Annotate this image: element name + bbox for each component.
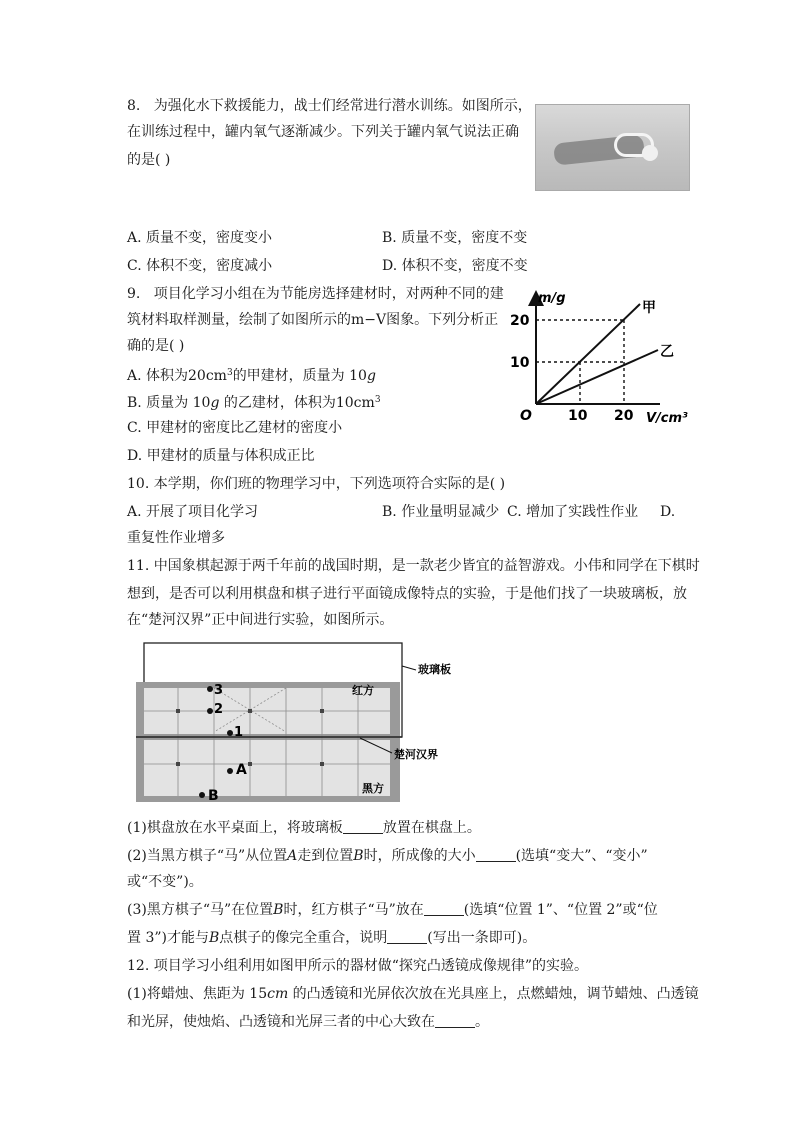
q10-option-d[interactable]: D. (660, 504, 676, 520)
glass-plate-label: 玻璃板 (418, 663, 451, 676)
black-side-label: 黑方 (362, 782, 384, 795)
q11-part-3 (127, 900, 658, 920)
q11-stem-2: 想到，是否可以利用棋盘和棋子进行平面镜成像特点的实验，于是他们找了一块玻璃板，放 (127, 586, 687, 602)
mv-graph (500, 288, 700, 428)
q11-p2-text-c: 时，所成像的大小 (363, 848, 476, 864)
q11-p3-text-e: 点棋子的像完全重合，说明 (219, 930, 388, 946)
q10-option-a[interactable]: A. 开展了项目化学习 (127, 504, 259, 520)
q9-option-a[interactable] (127, 363, 376, 386)
board-surface-black (144, 740, 390, 796)
q11-p2-pos-b: B (353, 848, 364, 864)
q9-stem-1: 项目化学习小组在为节能房选择建材时，对两种不同的建 (153, 286, 504, 302)
q9-number: 9. (127, 286, 141, 302)
x-tick-20: 20 (614, 408, 634, 424)
x-tick-10: 10 (568, 408, 588, 424)
diver-photo (535, 104, 690, 191)
q9-option-b[interactable] (127, 390, 381, 413)
q9-a-sup: 3 (226, 368, 233, 378)
q9-stem-line-1 (127, 284, 504, 304)
line-yi-label: 乙 (660, 344, 674, 360)
q11-p3-pos-b: B (273, 902, 284, 918)
q9-stem-2: 筑材料取样测量，绘制了如图所示的m−V图象。下列分析正 (127, 312, 499, 328)
y-tick-10: 10 (510, 355, 530, 371)
q11-p2-answer-blank[interactable] (476, 847, 516, 862)
q11-p3-pos-b-2: B (208, 930, 220, 946)
river-label: 楚河汉界 (394, 748, 438, 761)
position-1-label: 1 (234, 725, 244, 740)
red-side-label: 红方 (352, 684, 374, 697)
q11-stem-3: 在“楚河汉界”正中间进行实验，如图所示。 (127, 612, 394, 628)
q10-option-b[interactable]: B. 作业量明显减少 (382, 504, 500, 520)
position-2-dot (207, 708, 213, 714)
q11-p3-answer-blank-1[interactable] (424, 901, 464, 916)
q10-stem: 10. 本学期，你们班的物理学习中，下列选项符合实际的是( ) (127, 476, 506, 492)
q11-p2-text-d: (选填“变大”、“变小” (515, 848, 648, 864)
q9-option-c[interactable]: C. 甲建材的密度比乙建材的密度小 (127, 420, 343, 436)
q9-a-unit: g (366, 368, 376, 384)
q8-stem-1: 为强化水下救援能力，战士们经常进行潜水训练。如图所示， (153, 98, 532, 114)
q8-option-b[interactable]: B. 质量不变，密度不变 (382, 230, 528, 246)
q12-p1-text-c: 和光屏，使烛焰、凸透镜和光屏三者的中心大致在 (127, 1014, 435, 1030)
position-2-label: 2 (214, 702, 224, 717)
position-3-label: 3 (214, 683, 224, 698)
q12-p1-text-b: 的凸透镜和光屏依次放在光具座上，点燃蜡烛，调节蜡烛、凸透镜 (288, 986, 699, 1002)
q11-p2-text-a: (2)当黑方棋子“马”从位置 (127, 848, 288, 864)
position-b-dot (199, 792, 205, 798)
q11-p1-text-a: (1)棋盘放在水平桌面上，将玻璃板 (127, 820, 343, 836)
q9-b-pre: B. 质量为 10 (127, 395, 211, 411)
chessboard-figure (130, 640, 470, 806)
y-tick-20: 20 (510, 313, 530, 329)
q10-option-d-text[interactable]: 重复性作业增多 (127, 530, 225, 546)
y-axis-label: m/g (538, 291, 566, 306)
line-yi (536, 350, 658, 404)
q11-p3-text-f: (写出一条即可)。 (427, 930, 537, 946)
q10-option-c[interactable]: C. 增加了实践性作业 (507, 504, 639, 520)
q9-b-mid: 的乙建材，体积为10cm (219, 395, 375, 411)
q11-p3-text-a: (3)黑方棋子“马”在位置 (127, 902, 274, 918)
q11-p1-text-b: 放置在棋盘上。 (382, 820, 481, 836)
q8-number: 8. (127, 98, 141, 114)
q11-part-2 (127, 846, 648, 866)
x-axis-label: V/cm³ (646, 411, 688, 426)
q8-stem-2: 在训练过程中，罐内氧气逐渐减少。下列关于罐内氧气说法正确 (127, 124, 519, 140)
position-3-dot (207, 686, 213, 692)
q11-p3-text-b: 时，红方棋子“马”放在 (283, 902, 424, 918)
position-a-label: A (236, 762, 247, 778)
q11-p2-pos-a: A (287, 848, 298, 864)
q8-stem-3: 的是( ) (127, 152, 171, 168)
q9-b-unit: g (210, 395, 220, 411)
q12-p1-unit: cm (267, 986, 289, 1002)
q9-a-post: 的甲建材，质量为 10 (232, 368, 367, 384)
q12-p1-answer-blank[interactable] (435, 1013, 475, 1028)
q11-p3-text-c: (选填“位置 1”、“位置 2”或“位 (463, 902, 658, 918)
q11-p3-text-d: 置 3”)才能与 (127, 930, 209, 946)
q8-option-a[interactable]: A. 质量不变，密度变小 (127, 230, 273, 246)
q12-stem: 12. 项目学习小组利用如图甲所示的器材做“探究凸透镜成像规律”的实验。 (127, 958, 589, 974)
q9-a-pre: A. 体积为20cm (127, 368, 227, 384)
q12-p1-text-d: 。 (475, 1014, 489, 1030)
position-1-dot (227, 730, 233, 736)
q8-stem-line-1 (127, 96, 532, 116)
q12-p1-text-a: (1)将蜡烛、焦距为 15 (127, 986, 268, 1002)
q11-p2-text-e: 或“不变”)。 (127, 874, 203, 890)
origin-label: O (520, 408, 532, 424)
q9-stem-3: 确的是( ) (127, 338, 185, 354)
q12-part-1-cont (127, 1012, 489, 1032)
position-a-dot (227, 768, 233, 774)
q8-option-c[interactable]: C. 体积不变，密度减小 (127, 258, 273, 274)
glass-leader-line (402, 666, 416, 670)
q8-option-d[interactable]: D. 体积不变，密度不变 (382, 258, 528, 274)
q11-p2-text-b: 走到位置 (297, 848, 354, 864)
q11-p1-answer-blank[interactable] (343, 819, 383, 834)
q11-part-3-cont (127, 928, 536, 948)
position-b-label: B (208, 788, 219, 804)
q11-part-1 (127, 818, 481, 838)
q9-option-d[interactable]: D. 甲建材的质量与体积成正比 (127, 448, 315, 464)
q11-p3-answer-blank-2[interactable] (387, 929, 427, 944)
q11-stem-1: 11. 中国象棋起源于两千年前的战国时期，是一款老少皆宜的益智游戏。小伟和同学在下棋时 (127, 558, 700, 574)
q9-b-sup: 3 (374, 395, 381, 405)
q12-part-1 (127, 984, 699, 1004)
line-jia-label: 甲 (642, 300, 656, 316)
diver-head (642, 145, 658, 161)
